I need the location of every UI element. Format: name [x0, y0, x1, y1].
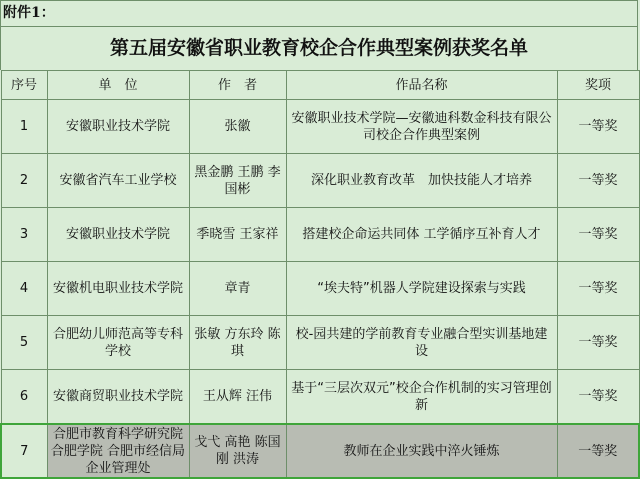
cell-no: 1 — [1, 100, 47, 154]
cell-award: 一等奖 — [557, 424, 639, 478]
cell-unit: 安徽商贸职业技术学院 — [47, 370, 189, 425]
cell-author: 黑金鹏 王鹏 李国彬 — [189, 154, 286, 208]
cell-unit: 安徽职业技术学院 — [47, 208, 189, 262]
table-row — [1, 316, 639, 370]
cell-award: 一等奖 — [557, 370, 639, 425]
cell-work: 深化职业教育改革 加快技能人才培养 — [286, 154, 557, 208]
cell-author: 章青 — [189, 262, 286, 316]
cell-author: 季晓雪 王家祥 — [189, 208, 286, 262]
table-row — [1, 262, 639, 316]
cell-work: 教师在企业实践中淬火锤炼 — [286, 424, 557, 478]
award-table — [0, 70, 640, 479]
cell-unit: 合肥市教育科学研究院 合肥学院 合肥市经信局企业管理处 — [47, 424, 189, 478]
cell-author: 王从辉 汪伟 — [189, 370, 286, 425]
table-row-selected[interactable] — [1, 424, 639, 478]
cell-work: 校-园共建的学前教育专业融合型实训基地建设 — [286, 316, 557, 370]
cell-no: 3 — [1, 208, 47, 262]
header-no: 序号 — [1, 71, 47, 100]
cell-no: 2 — [1, 154, 47, 208]
cell-work: 安徽职业技术学院—安徽迪科数金科技有限公司校企合作典型案例 — [286, 100, 557, 154]
header-row — [1, 71, 639, 100]
table-row — [1, 370, 639, 425]
cell-work: 基于“三层次双元”校企合作机制的实习管理创新 — [286, 370, 557, 425]
cell-unit: 合肥幼儿师范高等专科学校 — [47, 316, 189, 370]
cell-no: 5 — [1, 316, 47, 370]
cell-author: 张敏 方东玲 陈琪 — [189, 316, 286, 370]
cell-no: 7 — [1, 424, 47, 478]
header-author: 作 者 — [189, 71, 286, 100]
cell-award: 一等奖 — [557, 208, 639, 262]
cell-unit: 安徽机电职业技术学院 — [47, 262, 189, 316]
attachment-label: 附件1： — [0, 0, 638, 26]
cell-no: 4 — [1, 262, 47, 316]
table-row — [1, 208, 639, 262]
cell-award: 一等奖 — [557, 262, 639, 316]
header-work: 作品名称 — [286, 71, 557, 100]
cell-no: 6 — [1, 370, 47, 425]
cell-award: 一等奖 — [557, 100, 639, 154]
document-title: 第五届安徽省职业教育校企合作典型案例获奖名单 — [0, 26, 638, 70]
table-row — [1, 100, 639, 154]
cell-unit: 安徽职业技术学院 — [47, 100, 189, 154]
cell-author: 张徽 — [189, 100, 286, 154]
cell-award: 一等奖 — [557, 316, 639, 370]
cell-author: 戈弋 高艳 陈国刚 洪涛 — [189, 424, 286, 478]
cell-award: 一等奖 — [557, 154, 639, 208]
table-row — [1, 154, 639, 208]
cell-unit: 安徽省汽车工业学校 — [47, 154, 189, 208]
cell-work: 搭建校企命运共同体 工学循序互补育人才 — [286, 208, 557, 262]
header-award: 奖项 — [557, 71, 639, 100]
cell-work: “埃夫特”机器人学院建设探索与实践 — [286, 262, 557, 316]
header-unit: 单 位 — [47, 71, 189, 100]
